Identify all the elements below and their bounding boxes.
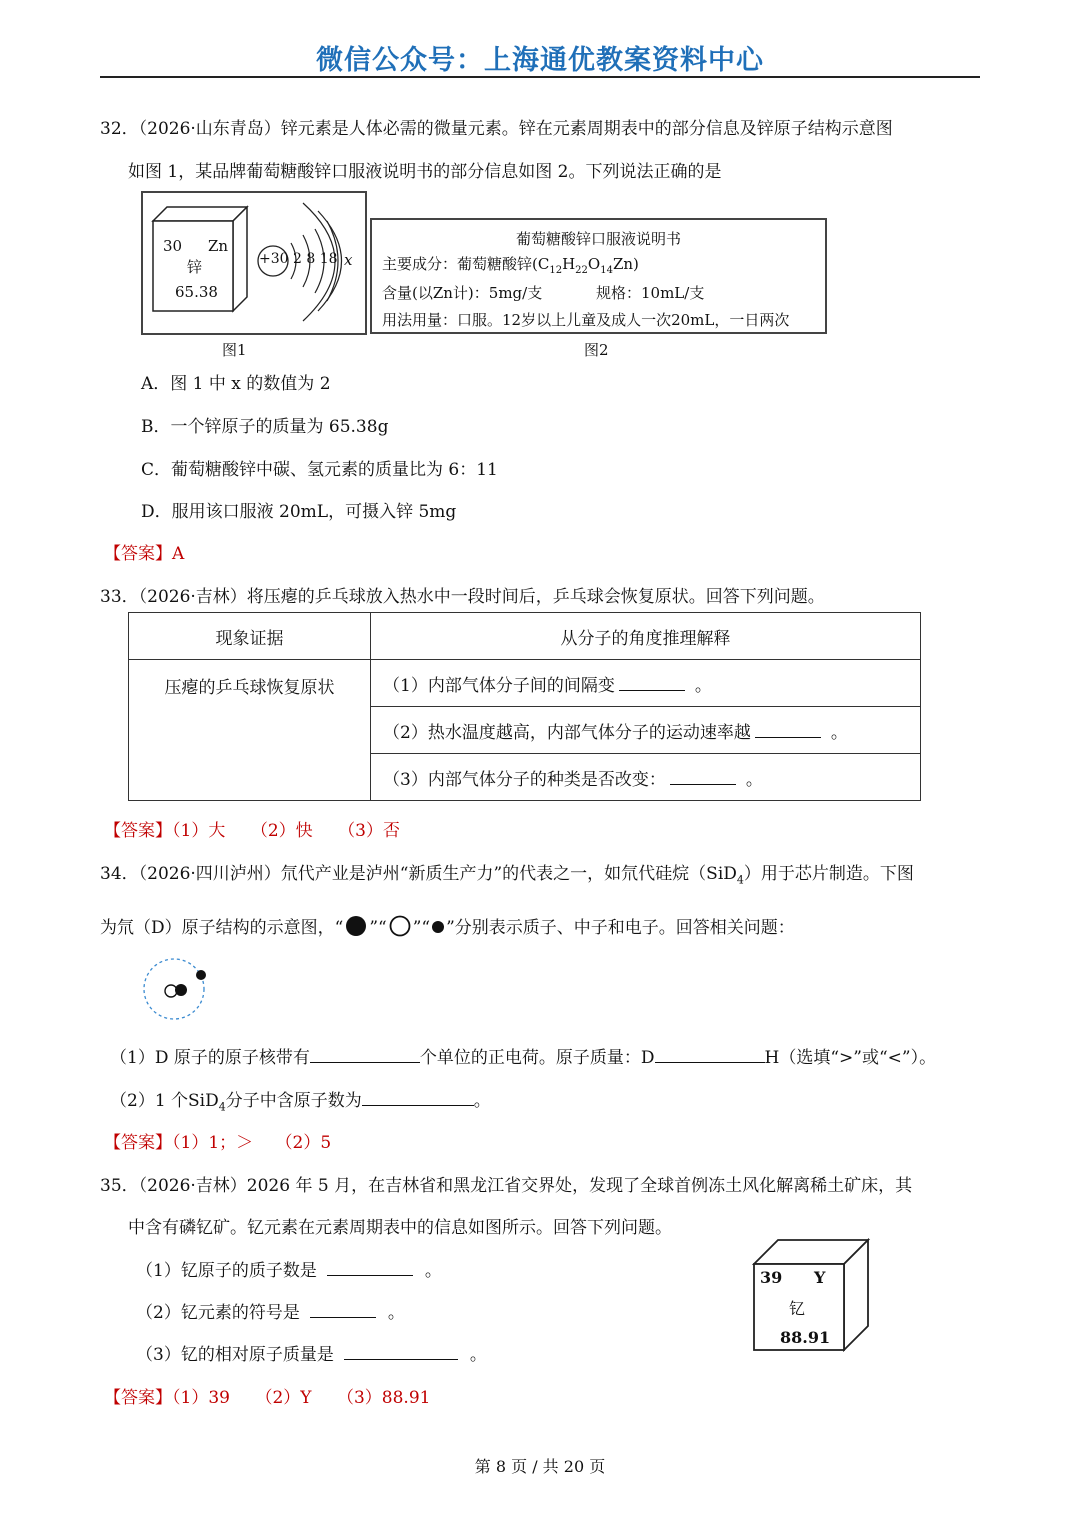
q32-figure2-instructions bbox=[370, 218, 827, 334]
fill-blank-mass-compare[interactable] bbox=[655, 1061, 765, 1063]
q34-stem-line1: 34．（2026·四川泸州）氘代产业是泸州“新质生产力”的代表之一，如氘代硅烷（SiD$_4$）用于芯片制造。下图 bbox=[100, 864, 914, 887]
electron-symbol-icon bbox=[430, 919, 446, 935]
q35-sub3: （3）钇的相对原子质量是 。 bbox=[136, 1345, 487, 1365]
q33-stem: 33．（2026·吉林）将压瘪的乒乓球放入热水中一段时间后，乒乓球会恢复原状。回答下列问题。 bbox=[100, 587, 825, 607]
fill-blank-atomic-mass[interactable] bbox=[344, 1358, 458, 1360]
instructions-ingredient: 主要成分：葡萄糖酸锌$(C_{12}H_{22}O_{14}Zn)$ bbox=[382, 255, 639, 276]
q33-table bbox=[128, 612, 921, 801]
table-header-explanation: 从分子的角度推理解释 bbox=[371, 613, 921, 660]
q32-stem-line2: 如图 1，某品牌葡萄糖酸锌口服液说明书的部分信息如图 2。下列说法正确的是 bbox=[128, 162, 722, 182]
q32-option-c: C．葡萄糖酸锌中碳、氢元素的质量比为 6：11 bbox=[141, 460, 498, 480]
y-symbol: Y bbox=[814, 1268, 826, 1287]
y-atomic-mass: 88.91 bbox=[780, 1328, 831, 1347]
q34-sub2: （2）1 个SiD$_4$分子中含原子数为 。 bbox=[110, 1091, 491, 1114]
q33-answer: 【答案】（1）大 （2）快 （3）否 bbox=[104, 821, 400, 841]
zn-outer-shell-x: x bbox=[344, 251, 353, 269]
zn-atomic-mass: 65.38 bbox=[175, 283, 218, 301]
q34-answer: 【答案】（1）1；＞ （2）5 bbox=[104, 1133, 332, 1153]
q32-figure2-caption: 图2 bbox=[584, 341, 609, 359]
y-atomic-number: 39 bbox=[760, 1268, 783, 1287]
table-cell-phenomenon: 压瘪的乒乓球恢复原状 bbox=[129, 660, 371, 801]
deuterium-atom-diagram bbox=[140, 955, 220, 1025]
fill-blank-proton-number[interactable] bbox=[327, 1274, 413, 1276]
q34-sub1: （1）D 原子的原子核带有 个单位的正电荷。原子质量：D H（选填“>”或“<”）。 bbox=[110, 1048, 937, 1068]
table-row-2: （2）热水温度越高，内部气体分子的运动速率越 。 bbox=[371, 707, 921, 754]
y-name: 钇 bbox=[789, 1299, 806, 1318]
page-header-title: 微信公众号：上海通优教案资料中心 bbox=[316, 45, 764, 76]
page-footer: 第 8 页 / 共 20 页 bbox=[474, 1457, 606, 1476]
proton-symbol-icon bbox=[343, 915, 369, 937]
zn-electron-shells: 2 8 18 bbox=[293, 251, 338, 267]
fill-blank-2[interactable] bbox=[755, 736, 821, 738]
instructions-spec: 规格：10mL/支 bbox=[596, 284, 705, 302]
q35-stem-line1: 35．（2026·吉林）2026 年 5 月，在吉林省和黑龙江省交界处，发现了全球首例冻土风化解离稀土矿床，其 bbox=[100, 1176, 913, 1196]
fill-blank-atom-count[interactable] bbox=[362, 1104, 474, 1106]
instructions-content: 含量(以Zn计)：5mg/支 bbox=[382, 284, 543, 302]
q35-answer: 【答案】（1）39 （2）Y （3）88.91 bbox=[104, 1388, 431, 1408]
table-header-phenomenon: 现象证据 bbox=[129, 613, 371, 660]
q35-stem-line2: 中含有磷钇矿。钇元素在元素周期表中的信息如图所示。回答下列问题。 bbox=[128, 1218, 672, 1238]
q32-figure1 bbox=[141, 191, 367, 335]
instructions-usage: 用法用量：口服。12岁以上儿童及成人一次20mL，一日两次 bbox=[382, 311, 790, 329]
q34-stem-line2: 为氘（D）原子结构的示意图，“ ”“ ”“ ”分别表示质子、中子和电子。回答相关问题： bbox=[100, 913, 795, 938]
zn-name: 锌 bbox=[187, 258, 203, 276]
fill-blank-3[interactable] bbox=[670, 783, 736, 785]
q32-option-d: D．服用该口服液 20mL，可摄入锌 5mg bbox=[141, 502, 457, 522]
q32-answer: 【答案】A bbox=[104, 544, 185, 564]
instructions-title: 葡萄糖酸锌口服液说明书 bbox=[515, 230, 681, 248]
zn-atomic-number: 30 bbox=[163, 237, 183, 255]
table-row-3: （3）内部气体分子的种类是否改变： 。 bbox=[371, 754, 921, 801]
q32-stem-line1: 32．（2026·山东青岛）锌元素是人体必需的微量元素。锌在元素周期表中的部分信息及锌原子结构示意图 bbox=[100, 119, 893, 139]
q32-option-b: B．一个锌原子的质量为 65.38g bbox=[141, 417, 389, 437]
fill-blank-symbol[interactable] bbox=[310, 1316, 376, 1318]
q35-sub2: （2）钇元素的符号是 。 bbox=[136, 1303, 405, 1323]
q35-sub1: （1）钇原子的质子数是 。 bbox=[136, 1261, 442, 1281]
neutron-symbol-icon bbox=[387, 915, 413, 937]
zn-nucleus-charge: +30 bbox=[259, 251, 289, 267]
q32-figure1-caption: 图1 bbox=[222, 341, 247, 359]
header-divider bbox=[100, 76, 980, 78]
zn-symbol: Zn bbox=[208, 237, 229, 255]
table-row-1: （1）内部气体分子间的间隔变 。 bbox=[371, 660, 921, 707]
q32-option-a: A．图 1 中 x 的数值为 2 bbox=[141, 374, 331, 394]
fill-blank-charge[interactable] bbox=[310, 1061, 420, 1063]
fill-blank-1[interactable] bbox=[619, 689, 685, 691]
